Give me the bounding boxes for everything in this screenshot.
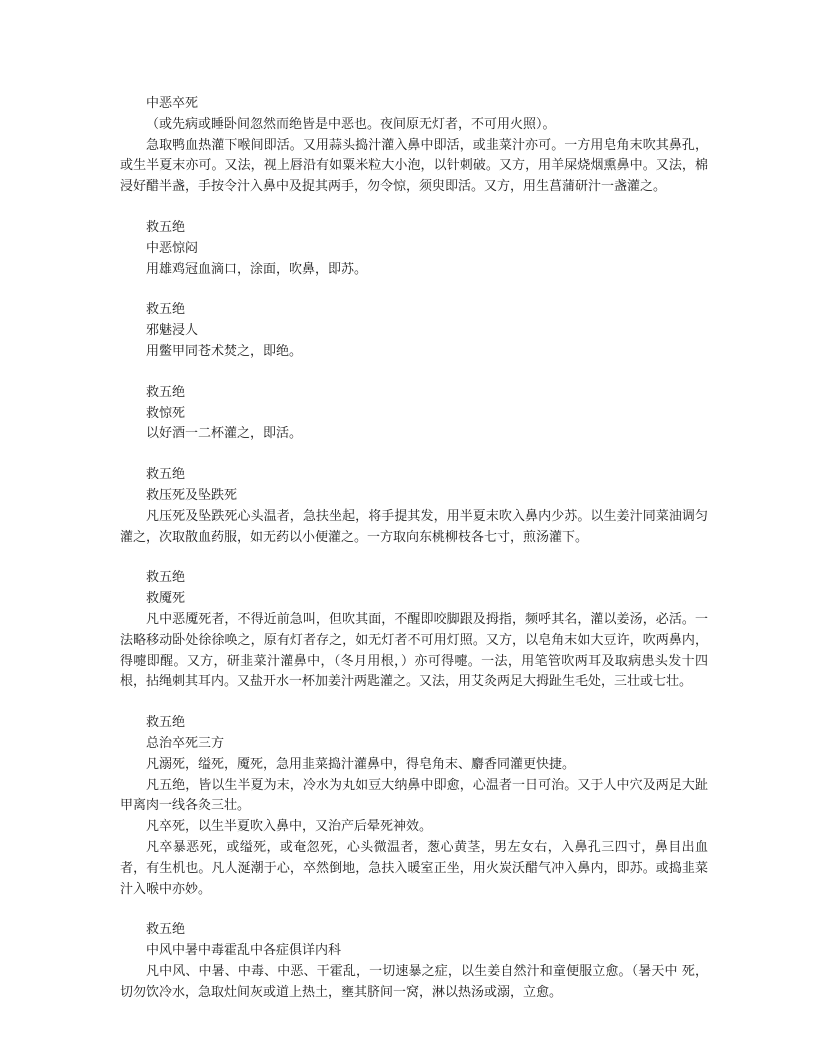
- section-zhong-feng-zhong-shu: [120, 920, 708, 1003]
- section-paragraph: 凡中风、中暑、中毒、中恶、干霍乱，一切速暴之症，以生姜自然汁和童便服立愈。（暑天中 死，切勿饮冷水，急取灶间灰或道上热土，壅其脐间一窝，淋以热汤或溺，立愈。: [120, 963, 708, 1000]
- section-paragraph: 急取鸭血热灌下喉间即活。又用蒜头捣汁灌入鼻中即活，或韭菜汁亦可。一方用皂角末吹其鼻孔，或生半夏末亦可。又法，视上唇沿有如粟米粒大小泡，以针刺破。又方，用羊屎烧烟熏鼻中。又法，棉浸好醋半盏，手按令汁入鼻中及捉其两手，勿令惊，须臾即活。又方，用生菖蒲研汁一盏灌之。: [120, 137, 708, 195]
- section-heading: 救五绝: [146, 384, 186, 400]
- section-heading: 救五绝: [146, 715, 186, 731]
- document-body: [120, 94, 708, 1003]
- section-paragraph: 用鳖甲同苍术焚之，即绝。: [146, 343, 303, 359]
- section-jiu-jing-si: [120, 383, 708, 445]
- section-zhong-e-jing-men: [120, 218, 708, 280]
- section-zong-zhi-cu-si: [120, 713, 708, 900]
- section-paragraph: 凡卒死，以生半夏吹入鼻中，又治产后晕死神效。: [146, 819, 433, 835]
- section-title: 邪魅浸人: [146, 323, 199, 339]
- section-paragraph: 凡压死及坠跌死心头温者，急扶坐起，将手提其发，用半夏末吹入鼻内少苏。以生姜汁同菜油调匀灌之，次取散血药服，如无药以小便灌之。一方取向东桃柳枝各七寸，煎汤灌下。: [120, 508, 708, 545]
- section-paragraph: 凡中恶魇死者，不得近前急叫，但吹其面，不醒即咬脚跟及拇指，频呼其名，灌以姜汤，必活。一法略移动卧处徐徐唤之，原有灯者存之，如无灯者不可用灯照。又方，以皂角末如大豆许，吹两鼻内，得嚏即醒。又方，研韭菜汁灌鼻中，（冬月用根，）亦可得嚏。一法，用笔管吹两耳及取病患头发十四根，拈绳刺其耳内。又盐开水一杯加姜汁两匙灌之。又法，用艾灸两足大拇趾生毛处，三壮或七壮。: [120, 611, 708, 690]
- section-heading: 救五绝: [146, 922, 186, 938]
- section-paragraph: 凡卒暴恶死，或缢死，或奄忽死，心头微温者，葱心黄茎，男左女右，入鼻孔三四寸，鼻目出血者，有生机也。凡人涎潮于心，卒然倒地，急扶入暖室正坐，用火炭沃醋气冲入鼻内，即苏。或捣韭菜汁入喉中亦妙。: [120, 839, 708, 897]
- section-title: 中恶惊闷: [146, 240, 199, 256]
- section-paragraph: 以好酒一二杯灌之，即活。: [146, 426, 303, 442]
- section-xie-mei-jin-ren: [120, 300, 708, 362]
- section-title: 救压死及坠跌死: [146, 487, 238, 503]
- section-title: 救魇死: [146, 591, 186, 607]
- section-heading: 救五绝: [146, 467, 186, 483]
- section-title: 救惊死: [146, 405, 186, 421]
- section-title: 总治卒死三方: [146, 735, 225, 751]
- section-paragraph: 用雄鸡冠血滴口，涂面，吹鼻，即苏。: [146, 261, 368, 277]
- section-ya-si-zhui-die: [120, 465, 708, 548]
- section-heading: 救五绝: [146, 570, 186, 586]
- section-title: 中风中暑中毒霍乱中各症俱详内科: [146, 943, 342, 959]
- section-note: （或先病或睡卧间忽然而绝皆是中恶也。夜间原无灯者，不可用火照）。: [146, 116, 556, 132]
- section-paragraph: 凡五绝，皆以生半夏为末，冷水为丸如豆大纳鼻中即愈，心温者一日可治。又于人中穴及两足大趾甲离肉一线各灸三壮。: [120, 777, 708, 814]
- section-title: 中恶卒死: [146, 96, 199, 111]
- section-heading: 救五绝: [146, 219, 186, 235]
- section-jiu-yan-si: [120, 568, 708, 693]
- section-zhong-e-cu-si: [120, 94, 708, 198]
- section-heading: 救五绝: [146, 302, 186, 318]
- section-paragraph: 凡溺死，缢死，魇死，急用韭菜捣汁灌鼻中，得皂角末、麝香同灌更快捷。: [146, 756, 576, 772]
